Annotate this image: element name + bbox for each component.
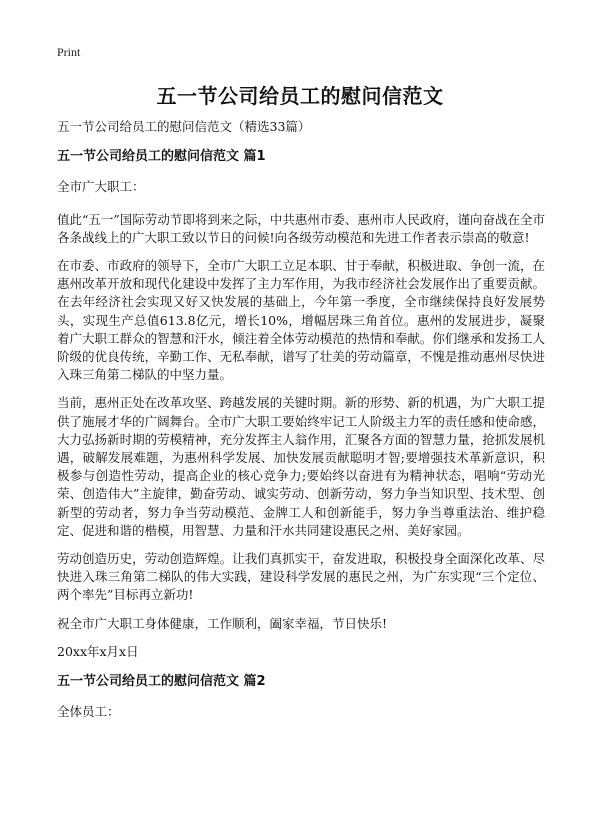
page-title: 五一节公司给员工的慰问信范文 <box>156 84 444 108</box>
article-1-date: 20xx年x月x日 <box>57 643 139 659</box>
article-1-paragraph-3: 当前，惠州正处在改革攻坚、跨越发展的关键时期。新的形势、新的机遇，为广大职工提供了施展才华的广阔舞台。全市广大职工要始终牢记工人阶级主力军的责任感和使命感，大力弘扬新时期的劳模精神，充分发挥主人翁作用，汇聚各方面的智慧力量，抢抓发展机遇，破解发展难题，为惠州科学发展、加快发展贡献聪明才智;要增强技术革新意识，积极参与创造性劳动，提高企业的核心竞争力;要始终以奋进有为精神状态，唱响“劳动光荣、创造伟大”主旋律，勤奋劳动、诚实劳动、创新劳动，努力争当知识型、技术型、创新型的劳动者，努力争当劳动模范、金牌工人和创新能手，努力争当尊重法治、维护稳定、促进和谐的楷模，用智慧、力量和汗水共同建设惠民之州、美好家园。 <box>57 395 545 538</box>
document-body <box>57 118 545 735</box>
article-1-paragraph-4: 劳动创造历史，劳动创造辉煌。让我们真抓实干，奋发进取，积极投身全面深化改革、尽快进入珠三角第二梯队的伟大实践，建设科学发展的惠民之州，为广东实现“三个定位、两个率先”目标再立新功! <box>57 551 545 603</box>
article-2-heading: 五一节公司给员工的慰问信范文 篇2 <box>57 674 266 690</box>
article-2-greeting: 全体员工： <box>57 704 120 720</box>
article-1-heading: 五一节公司给员工的慰问信范文 篇1 <box>57 149 266 165</box>
document-subtitle: 五一节公司给员工的慰问信范文（精选33篇） <box>57 119 311 134</box>
article-1-paragraph-5: 祝全市广大职工身体健康，工作顺利，阖家幸福，节日快乐! <box>57 615 388 631</box>
article-1-paragraph-1: 值此“五一”国际劳动节即将到来之际，中共惠州市委、惠州市人民政府，谨向奋战在全市各条战线上的广大职工致以节日的问候!向各级劳动模范和先进工作者表示崇高的敬意! <box>57 211 545 245</box>
article-1-greeting: 全市广大职工： <box>57 179 145 195</box>
article-1-paragraph-2: 在市委、市政府的领导下，全市广大职工立足本职、甘于奉献，积极进取、争创一流，在惠州改革开放和现代化建设中发挥了主力军作用，为我市经济社会发展作出了重要贡献。在去年经济社会实现又好又快发展的基础上，今年第一季度，全市继续保持良好发展势头，实现生产总值613.8亿元，增长10%，增幅居珠三角首位。惠州的发展进步，凝聚着广大职工群众的智慧和汗水，倾注着全体劳动模范的热情和奉献。你们继承和发扬工人阶级的优良传统，辛勤工作、无私奉献，谱写了壮美的劳动篇章，不愧是推动惠州尽快进入珠三角第二梯队的中坚力量。 <box>57 258 545 383</box>
print-link[interactable]: Print <box>57 45 81 59</box>
